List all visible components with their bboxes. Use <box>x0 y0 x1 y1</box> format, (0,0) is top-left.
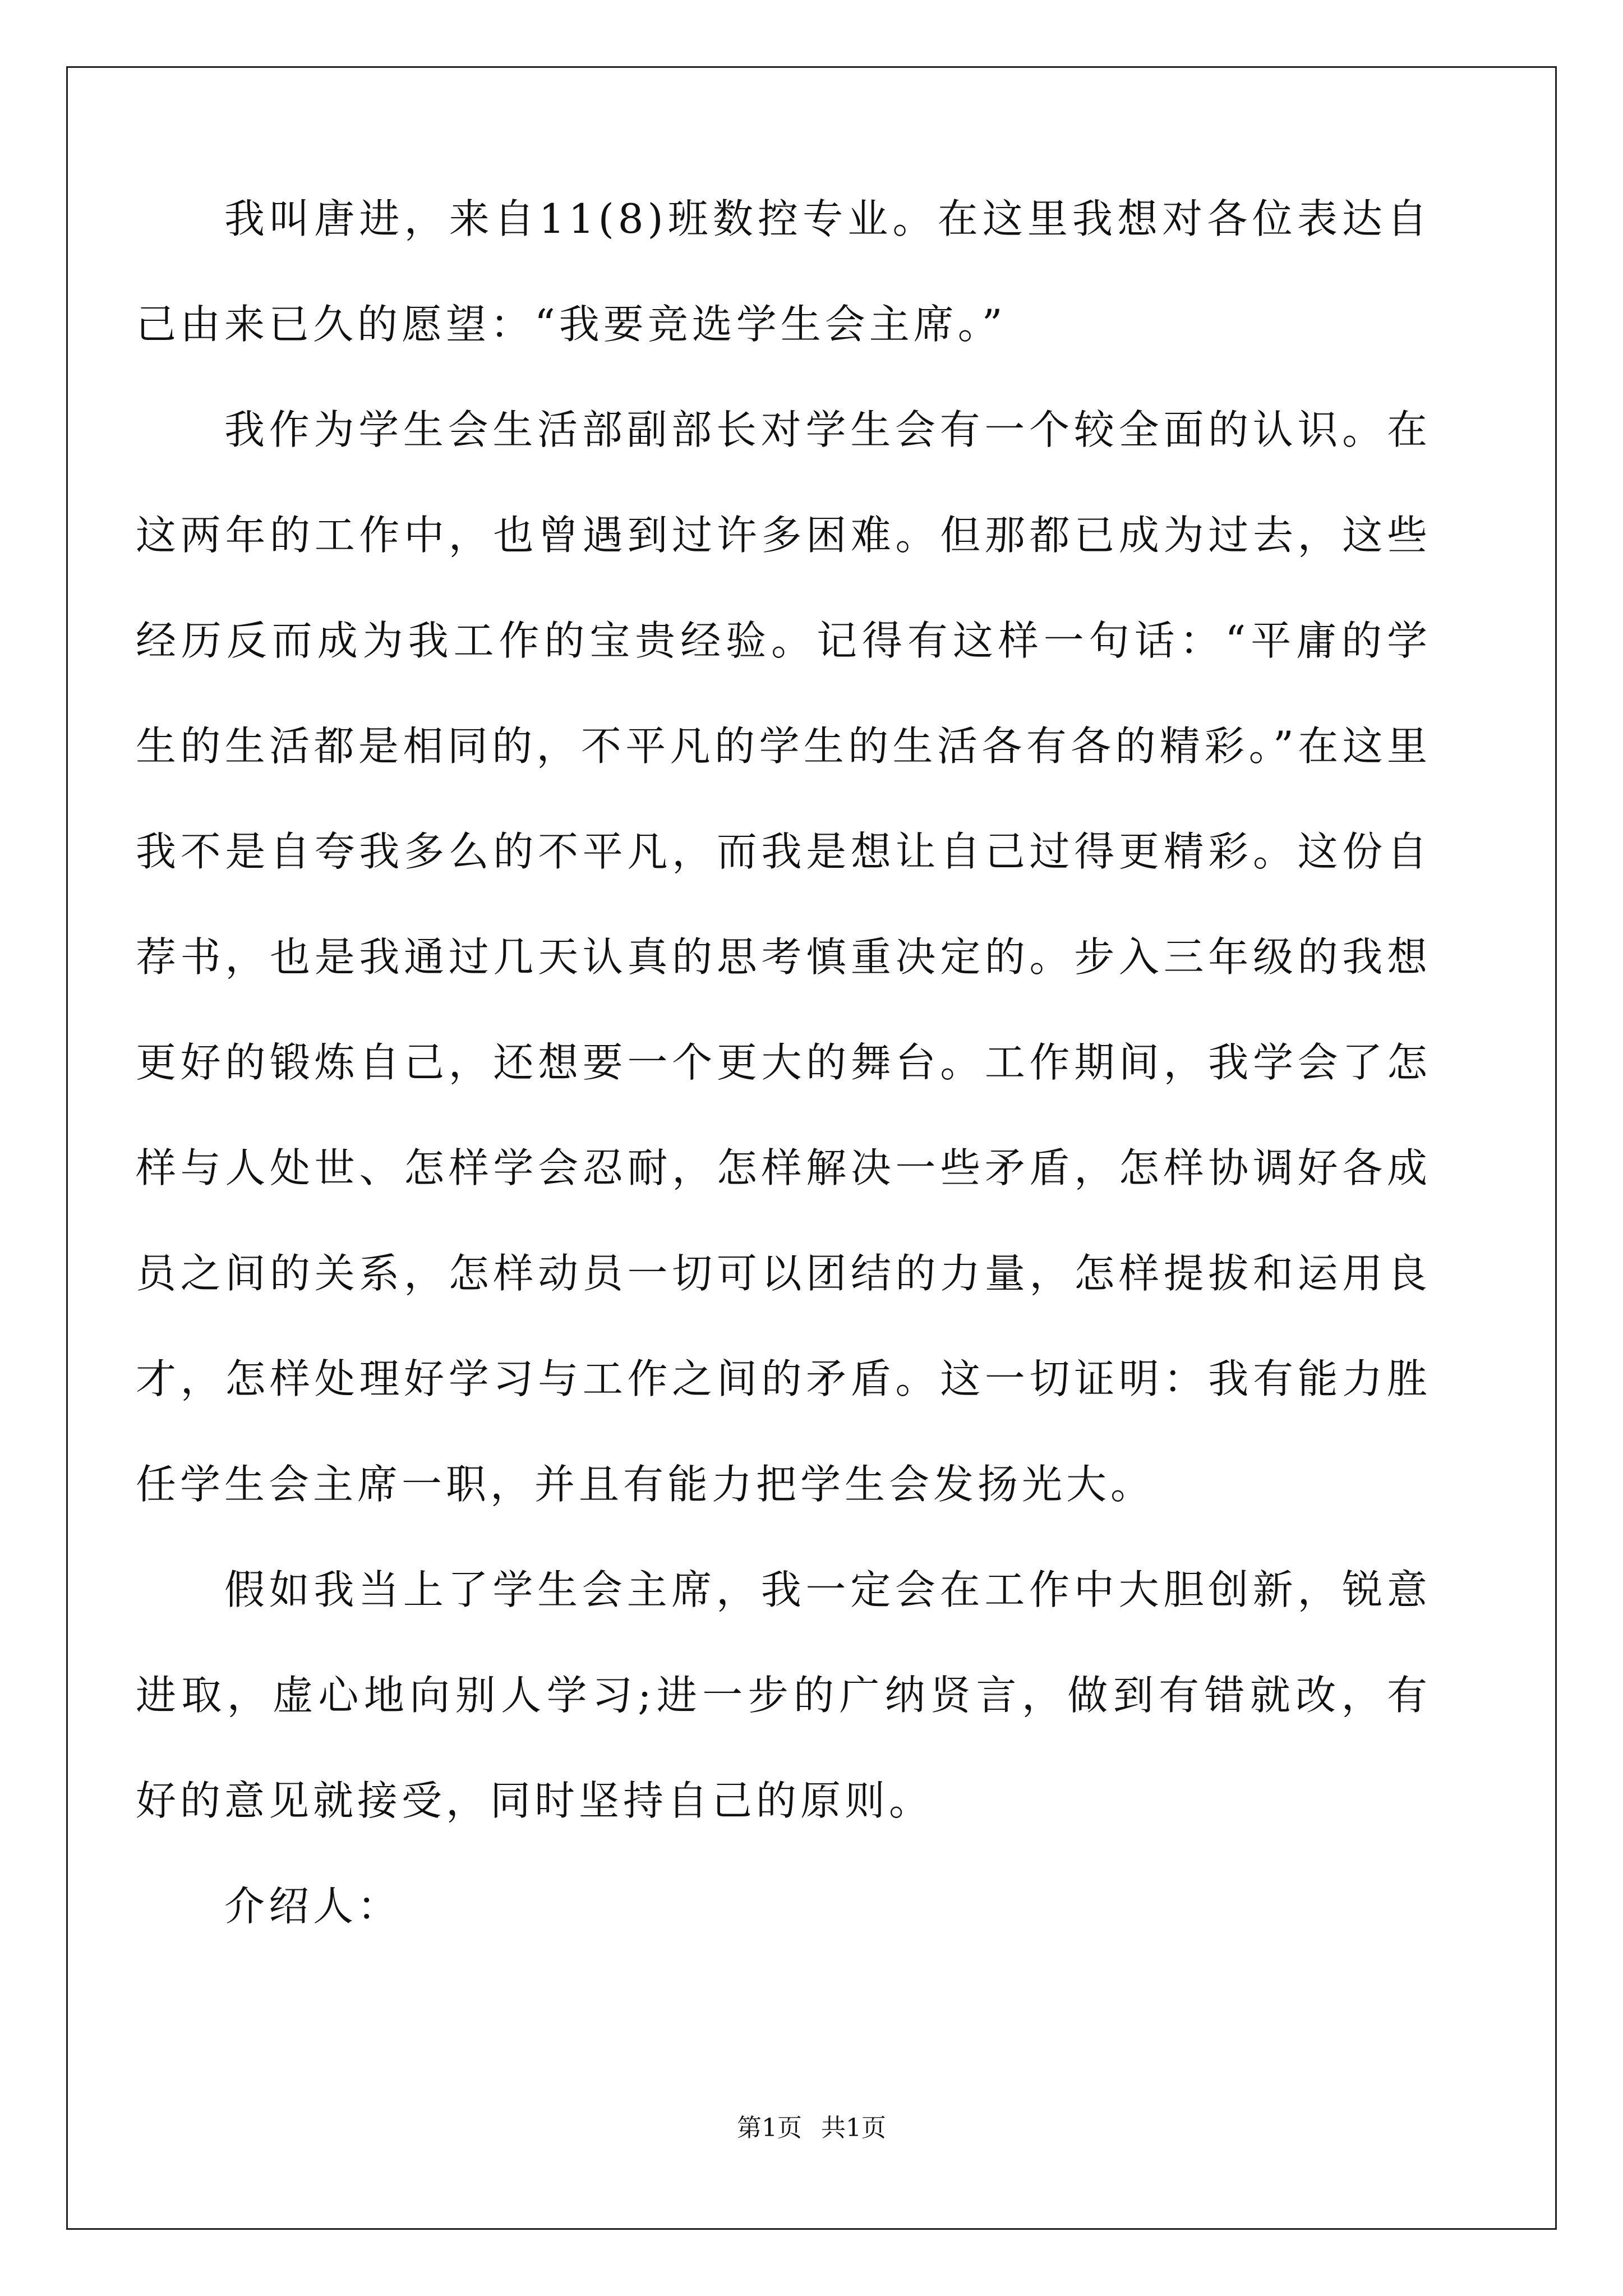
paragraph-experience: 我作为学生会生活部副部长对学生会有一个较全面的认识。在这两年的工作中，也曾遇到过许多困难。但那都已成为过去，这些经历反而成为我工作的宝贵经验。记得有这样一句话：“平庸的学生的生活都是相同的，不平凡的学生的生活各有各的精彩。”在这里我不是自夸我多么的不平凡，而我是想让自己过得更精彩。这份自荐书，也是我通过几天认真的思考慎重决定的。步入三年级的我想更好的锻炼自己，还想要一个更大的舞台。工作期间，我学会了怎样与人处世、怎样学会忍耐，怎样解决一些矛盾，怎样协调好各成员之间的关系，怎样动员一切可以团结的力量，怎样提拔和运用良才，怎样处理好学习与工作之间的矛盾。这一切证明：我有能力胜任学生会主席一职，并且有能力把学生会发扬光大。 <box>136 406 1431 1508</box>
paragraph-referrer: 介绍人： <box>224 1883 402 1930</box>
page-number: 第1页 <box>737 2114 802 2142</box>
paragraph-intro: 我叫唐进，来自11(8)班数控专业。在这里我想对各位表达自己由来已久的愿望：“我要竞选学生会主席。” <box>136 195 1431 348</box>
document-body <box>136 166 1431 1959</box>
paragraph-plan: 假如我当上了学生会主席，我一定会在工作中大胆创新，锐意进取，虚心地向别人学习;进一步的广纳贤言，做到有错就改，有好的意见就接受，同时坚持自己的原则。 <box>136 1566 1431 1824</box>
page-total: 共1页 <box>821 2114 886 2142</box>
page-footer <box>0 2111 1623 2145</box>
